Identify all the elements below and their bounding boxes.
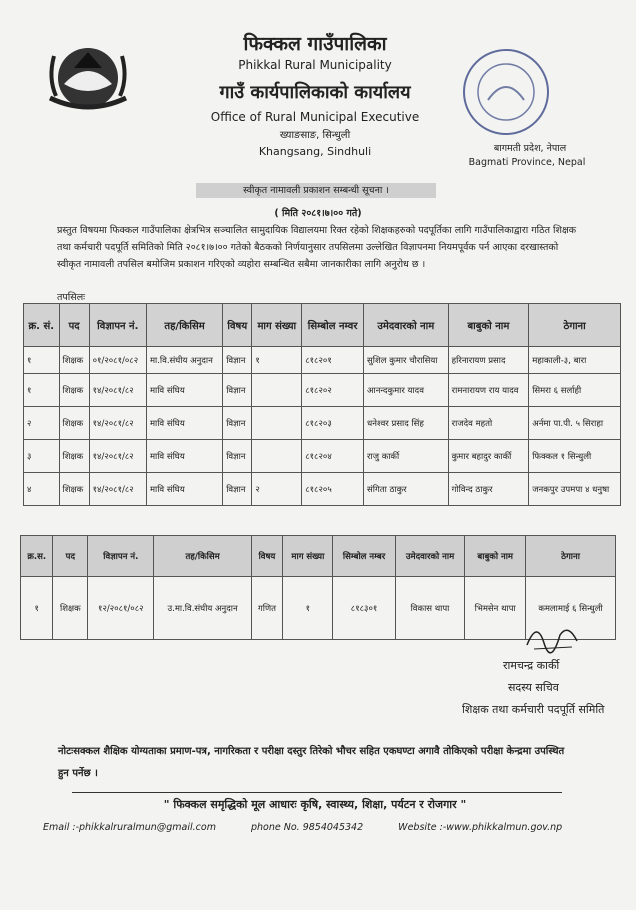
cell: जनकपुर उपमपा ४ धनुषा — [529, 473, 621, 506]
cell: १ — [24, 347, 60, 374]
cell: विकास थापा — [395, 577, 465, 640]
notice-date: ( मिति २०८१।७।०० गते) — [274, 208, 362, 219]
cell: १२/२०८१/०८२ — [88, 577, 154, 640]
municipality-name-en: Phikkal Rural Municipality — [238, 58, 392, 72]
cell: ८१८३०१ — [333, 577, 395, 640]
col-address: ठेगाना — [526, 536, 616, 577]
cell: १४/२०८१/८२ — [89, 473, 146, 506]
province-en: Bagmati Province, Nepal — [468, 157, 586, 168]
phone-text: phone No. 9854045342 — [250, 822, 364, 833]
cell: संगिता ठाकुर — [364, 473, 449, 506]
cell: ८१८२०३ — [302, 407, 364, 440]
col-symbol: सिम्बोल नम्वर — [302, 304, 364, 347]
nepal-emblem-icon — [44, 38, 132, 114]
slogan: " फिक्कल समृद्धिको मूल आधारः कृषि, स्वास्थ्य, शिक्षा, पर्यटन र रोजगार " — [163, 798, 467, 811]
col-sn: क्र. सं. — [24, 304, 60, 347]
cell: धनेश्वर प्रसाद सिंह — [364, 407, 449, 440]
candidates-table-1 — [23, 303, 621, 506]
col-subject: विषय — [251, 536, 282, 577]
cell: शिक्षक — [59, 473, 89, 506]
province-np: बागमती प्रदेश, नेपाल — [493, 143, 567, 154]
cell: १४/२०८१/८२ — [89, 440, 146, 473]
table-row — [24, 407, 621, 440]
cell: गणित — [251, 577, 282, 640]
col-candidate: उमेदवारको नाम — [364, 304, 449, 347]
office-name-en: Office of Rural Municipal Executive — [210, 110, 420, 124]
cell: शिक्षक — [59, 407, 89, 440]
cell: १ — [252, 347, 302, 374]
table-row — [24, 440, 621, 473]
cell: शिक्षक — [59, 440, 89, 473]
col-symbol: सिम्बोल नम्बर — [333, 536, 395, 577]
cell: मावि संघिय — [146, 374, 222, 407]
col-demand: माग संख्या — [283, 536, 333, 577]
cell: ८१८२०१ — [302, 347, 364, 374]
notice-body: प्रस्तुत विषयमा फिक्कल गाउँपालिका क्षेत्रभित्र सञ्चालित सामुदायिक विद्यालयमा रिक्त रहेको शिक्षकहरुको पदपूर्तिका लागि गाउँपालिकाद्वारा गठित शिक्षक तथा कर्मचारी पदपूर्ति समितिको मिति २०८१।७।०० गतेको बैठकको निर्णयानुसार तपसिलमा उल्लेखित विज्ञापनमा नियमपूर्वक पर्न आएका दरखास्तको स्वीकृत नामावली तपसिल बमोजिम प्रकाशन गरिएको व्यहोरा सम्बन्धित सबैमा जानकारीका लागि अनुरोध छ । — [57, 225, 577, 270]
office-stamp-icon — [458, 44, 554, 140]
cell: रामनारायण राय यादव — [448, 374, 529, 407]
col-level: तह/किसिम — [146, 304, 222, 347]
table-row — [24, 473, 621, 506]
signature-icon — [522, 615, 582, 655]
cell: कमलामाई ६ सिन्धुली — [526, 577, 616, 640]
cell: सुशिल कुमार चौरासिया — [364, 347, 449, 374]
cell: १ — [283, 577, 333, 640]
signatory-name: रामचन्द्र कार्की — [503, 659, 560, 672]
committee-name: शिक्षक तथा कर्मचारी पदपूर्ति समिति — [462, 703, 605, 716]
cell: फिक्कल १ सिन्धुली — [529, 440, 621, 473]
address-en: Khangsang, Sindhuli — [258, 145, 372, 158]
municipality-name-np: फिक्कल गाउँपालिका — [243, 33, 387, 55]
col-ad-no: विज्ञापन नं. — [89, 304, 146, 347]
cell: विज्ञान — [223, 407, 252, 440]
cell: ८१८२०४ — [302, 440, 364, 473]
cell: ८१८२०२ — [302, 374, 364, 407]
col-father: बाबुको नाम — [465, 536, 526, 577]
cell: १४/२०८१/८२ — [89, 407, 146, 440]
cell: महाकाली-३, बारा — [529, 347, 621, 374]
cell — [252, 374, 302, 407]
col-address: ठेगाना — [529, 304, 621, 347]
cell: राजु कार्की — [364, 440, 449, 473]
cell: २ — [24, 407, 60, 440]
table-row — [24, 374, 621, 407]
cell: ८१८२०५ — [302, 473, 364, 506]
cell: ०१/२०८१/०८२ — [89, 347, 146, 374]
signatory-title: सदस्य सचिव — [508, 681, 559, 694]
col-candidate: उमेदवारको नाम — [395, 536, 465, 577]
table-row — [24, 347, 621, 374]
cell: २ — [252, 473, 302, 506]
col-post: पद — [59, 304, 89, 347]
cell: शिक्षक — [53, 577, 88, 640]
col-level: तह/किसिम — [154, 536, 251, 577]
col-sn: क्र.स. — [21, 536, 53, 577]
cell: सिमरा ६ सर्लाही — [529, 374, 621, 407]
address-np: ख्याङसाङ, सिन्धुली — [279, 130, 351, 141]
cell: १ — [21, 577, 53, 640]
col-ad-no: विज्ञापन नं. — [88, 536, 154, 577]
cell: विज्ञान — [223, 440, 252, 473]
footer-note: नोटःसक्कल शैक्षिक योग्यताका प्रमाण-पत्र, नागरिकता र परीक्षा दस्तुर तिरेको भौचर सहित एकघण्टा अगावै तोकिएको परीक्षा केन्द्रमा उपस्थित हुन पर्नेछ । — [58, 746, 565, 779]
cell: शिक्षक — [59, 374, 89, 407]
divider — [72, 792, 562, 793]
cell: विज्ञान — [223, 473, 252, 506]
cell: मावि संघिय — [146, 473, 222, 506]
cell: १४/२०८१/८२ — [89, 374, 146, 407]
cell: शिक्षक — [59, 347, 89, 374]
cell: कुमार बहादुर कार्की — [448, 440, 529, 473]
cell — [252, 407, 302, 440]
cell: मा.वि.संघीय अनुदान — [146, 347, 222, 374]
col-demand: माग संख्या — [252, 304, 302, 347]
cell: उ.मा.वि.संघीय अनुदान — [154, 577, 251, 640]
cell: गोविन्द ठाकुर — [448, 473, 529, 506]
table-header-row — [24, 304, 621, 347]
cell: हरिनारायण प्रसाद — [448, 347, 529, 374]
cell: अर्नमा पा.पी. ५ सिराहा — [529, 407, 621, 440]
cell: भिमसेन थापा — [465, 577, 526, 640]
col-subject: विषय — [223, 304, 252, 347]
cell: राजदेव महतो — [448, 407, 529, 440]
cell: विज्ञान — [223, 347, 252, 374]
cell: मावि संघिय — [146, 407, 222, 440]
col-post: पद — [53, 536, 88, 577]
notice-title: स्वीकृत नामावली प्रकाशन सम्बन्धी सूचना । — [196, 183, 436, 198]
cell: ४ — [24, 473, 60, 506]
table-header-row — [21, 536, 616, 577]
cell — [252, 440, 302, 473]
contact-line — [43, 822, 594, 833]
cell: ३ — [24, 440, 60, 473]
cell: विज्ञान — [223, 374, 252, 407]
cell: आनन्दकुमार यादव — [364, 374, 449, 407]
website-text: Website :-www.phikkalmun.gov.np — [398, 822, 563, 833]
cell: १ — [24, 374, 60, 407]
cell: मावि संघिय — [146, 440, 222, 473]
col-father: बाबुको नाम — [448, 304, 529, 347]
office-name-np: गाउँ कार्यपालिकाको कार्यालय — [219, 82, 411, 103]
list-label: तपसिलः — [57, 292, 86, 303]
email-text: Email :-phikkalruralmun@gmail.com — [43, 822, 216, 833]
